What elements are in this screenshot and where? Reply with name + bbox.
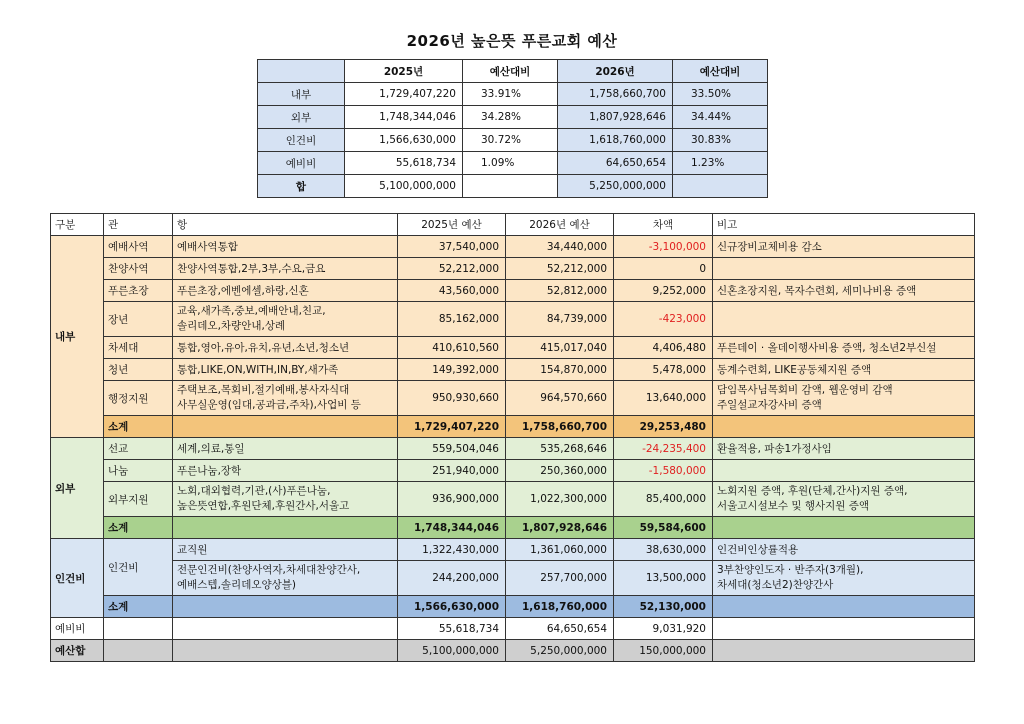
y2025-cell: 251,940,000	[398, 460, 506, 482]
hang-line: 노회,대외협력,기관,(사)푸른나눔,	[177, 485, 331, 497]
hang-line: 주택보조,목회비,절기예배,봉사자식대	[177, 384, 350, 396]
note-cell	[713, 482, 975, 517]
diff-cell: 4,406,480	[614, 337, 713, 359]
y2026-cell: 250,360,000	[506, 460, 614, 482]
y2025-cell: 410,610,560	[398, 337, 506, 359]
grand-total-note	[713, 640, 975, 662]
y2026-cell: 257,700,000	[506, 561, 614, 596]
table-row	[51, 280, 975, 302]
table-row	[51, 359, 975, 381]
grand-total-blank	[104, 640, 173, 662]
table-row	[51, 460, 975, 482]
diff-cell: 0	[614, 258, 713, 280]
hang-line: 높은뜻연합,후원단체,후원간사,서울고	[177, 500, 350, 512]
summary-total-blank	[673, 175, 768, 198]
grand-total-2026: 5,250,000,000	[506, 640, 614, 662]
diff-cell: 13,500,000	[614, 561, 713, 596]
summary-2025: 1,748,344,046	[345, 106, 463, 129]
y2026-cell: 52,812,000	[506, 280, 614, 302]
y2025-cell: 149,392,000	[398, 359, 506, 381]
summary-ratio-2025: 1.09%	[463, 152, 558, 175]
subtotal-note	[713, 517, 975, 539]
summary-total-2026: 5,250,000,000	[558, 175, 673, 198]
table-row	[51, 236, 975, 258]
hang-line: 사무실운영(임대,공과금,주차),사업비 등	[177, 399, 361, 411]
summary-label: 내부	[258, 83, 345, 106]
summary-2026: 1,807,928,646	[558, 106, 673, 129]
summary-row	[258, 129, 768, 152]
subtotal-blank	[173, 416, 398, 438]
summary-label: 외부	[258, 106, 345, 129]
y2026-cell: 34,440,000	[506, 236, 614, 258]
subtotal-diff: 29,253,480	[614, 416, 713, 438]
gwan-cell: 인건비	[104, 539, 173, 596]
header-diff: 차액	[614, 214, 713, 236]
note-line: 노회지원 증액, 후원(단체,간사)지원 증액,	[717, 485, 908, 497]
page-title: 2026년 높은뜻 푸른교회 예산	[406, 32, 618, 50]
table-row	[51, 561, 975, 596]
subtotal-2026: 1,618,760,000	[506, 596, 614, 618]
group-personnel: 인건비	[51, 539, 104, 618]
y2026-cell: 52,212,000	[506, 258, 614, 280]
gwan-cell: 외부지원	[104, 482, 173, 517]
summary-2026: 1,618,760,000	[558, 129, 673, 152]
grand-total-diff: 150,000,000	[614, 640, 713, 662]
subtotal-2026: 1,807,928,646	[506, 517, 614, 539]
gwan-cell: 장년	[104, 302, 173, 337]
hang-cell	[173, 381, 398, 416]
subtotal-note	[713, 596, 975, 618]
table-row	[51, 381, 975, 416]
summary-ratio-2026: 33.50%	[673, 83, 768, 106]
subtotal-note	[713, 416, 975, 438]
table-row	[51, 337, 975, 359]
note-cell	[713, 460, 975, 482]
table-row	[51, 482, 975, 517]
header-2026: 2026년 예산	[506, 214, 614, 236]
summary-ratio-2025: 33.91%	[463, 83, 558, 106]
detail-header-row	[51, 214, 975, 236]
diff-cell: 85,400,000	[614, 482, 713, 517]
subtotal-blank	[173, 517, 398, 539]
gwan-cell: 청년	[104, 359, 173, 381]
note-cell	[713, 381, 975, 416]
note-cell: 인건비인상률적용	[713, 539, 975, 561]
reserve-label: 예비비	[51, 618, 104, 640]
summary-ratio-2025: 34.28%	[463, 106, 558, 129]
subtotal-2025: 1,566,630,000	[398, 596, 506, 618]
reserve-diff: 9,031,920	[614, 618, 713, 640]
summary-row	[258, 106, 768, 129]
hang-line: 전문인건비(찬양사역자,차세대찬양간사,	[177, 564, 361, 576]
reserve-2026: 64,650,654	[506, 618, 614, 640]
note-cell: 푸른데이 · 올데이행사비용 증액, 청소년2부신설	[713, 337, 975, 359]
summary-2025: 1,729,407,220	[345, 83, 463, 106]
hang-cell: 통합,LIKE,ON,WITH,IN,BY,새가족	[173, 359, 398, 381]
grand-total-label: 예산합	[51, 640, 104, 662]
summary-total-blank	[463, 175, 558, 198]
y2025-cell: 936,900,000	[398, 482, 506, 517]
y2026-cell: 84,739,000	[506, 302, 614, 337]
diff-cell: 5,478,000	[614, 359, 713, 381]
summary-2026: 1,758,660,700	[558, 83, 673, 106]
hang-line: 교육,새가족,중보,예배안내,친교,	[177, 305, 326, 317]
hang-cell: 통합,영아,유아,유치,유년,소년,청소년	[173, 337, 398, 359]
note-cell: 환율적용, 파송1가정사임	[713, 438, 975, 460]
header-note: 비고	[713, 214, 975, 236]
y2026-cell: 154,870,000	[506, 359, 614, 381]
subtotal-label: 소계	[104, 416, 173, 438]
note-cell: 동계수련회, LIKE공동체지원 증액	[713, 359, 975, 381]
header-hang: 항	[173, 214, 398, 236]
detail-table	[50, 213, 975, 662]
note-cell: 신규장비교체비용 감소	[713, 236, 975, 258]
summary-table	[257, 59, 768, 198]
note-line: 차세대(청소년2)찬양간사	[717, 579, 834, 591]
summary-total-row	[258, 175, 768, 198]
summary-label: 예비비	[258, 152, 345, 175]
gwan-cell: 예배사역	[104, 236, 173, 258]
y2025-cell: 559,504,046	[398, 438, 506, 460]
gwan-cell: 찬양사역	[104, 258, 173, 280]
group-external: 외부	[51, 438, 104, 539]
subtotal-label: 소계	[104, 517, 173, 539]
note-cell	[713, 302, 975, 337]
summary-ratio-2025: 30.72%	[463, 129, 558, 152]
subtotal-diff: 52,130,000	[614, 596, 713, 618]
reserve-blank	[104, 618, 173, 640]
summary-total-2025: 5,100,000,000	[345, 175, 463, 198]
diff-cell: 38,630,000	[614, 539, 713, 561]
y2025-cell: 244,200,000	[398, 561, 506, 596]
summary-ratio-2026: 1.23%	[673, 152, 768, 175]
table-row	[51, 302, 975, 337]
summary-header-blank	[258, 60, 345, 83]
diff-cell: -3,100,000	[614, 236, 713, 258]
hang-cell: 푸른나눔,장학	[173, 460, 398, 482]
subtotal-2025: 1,729,407,220	[398, 416, 506, 438]
hang-cell: 찬양사역통합,2부,3부,수요,금요	[173, 258, 398, 280]
y2026-cell: 1,361,060,000	[506, 539, 614, 561]
summary-header-ratio-2026: 예산대비	[673, 60, 768, 83]
note-line: 주일설교자강사비 증액	[717, 399, 822, 411]
y2026-cell: 535,268,646	[506, 438, 614, 460]
note-cell	[713, 561, 975, 596]
note-cell: 신혼초장지원, 목자수련회, 세미나비용 증액	[713, 280, 975, 302]
summary-header-2026: 2026년	[558, 60, 673, 83]
hang-cell: 교직원	[173, 539, 398, 561]
summary-header-2025: 2025년	[345, 60, 463, 83]
y2025-cell: 52,212,000	[398, 258, 506, 280]
note-cell	[713, 258, 975, 280]
header-gwan: 관	[104, 214, 173, 236]
reserve-note	[713, 618, 975, 640]
header-category: 구분	[51, 214, 104, 236]
subtotal-diff: 59,584,600	[614, 517, 713, 539]
hang-cell: 세계,의료,통일	[173, 438, 398, 460]
subtotal-row	[51, 596, 975, 618]
hang-cell: 예배사역통합	[173, 236, 398, 258]
hang-cell	[173, 482, 398, 517]
diff-cell: 13,640,000	[614, 381, 713, 416]
summary-2026: 64,650,654	[558, 152, 673, 175]
diff-cell: -1,580,000	[614, 460, 713, 482]
y2025-cell: 37,540,000	[398, 236, 506, 258]
table-row	[51, 438, 975, 460]
summary-header-ratio-2025: 예산대비	[463, 60, 558, 83]
y2025-cell: 43,560,000	[398, 280, 506, 302]
summary-ratio-2026: 34.44%	[673, 106, 768, 129]
y2026-cell: 1,022,300,000	[506, 482, 614, 517]
diff-cell: -423,000	[614, 302, 713, 337]
summary-label: 인건비	[258, 129, 345, 152]
summary-2025: 55,618,734	[345, 152, 463, 175]
gwan-cell: 선교	[104, 438, 173, 460]
subtotal-label: 소계	[104, 596, 173, 618]
reserve-row	[51, 618, 975, 640]
reserve-blank	[173, 618, 398, 640]
hang-cell	[173, 561, 398, 596]
y2026-cell: 964,570,660	[506, 381, 614, 416]
grand-total-row	[51, 640, 975, 662]
table-row	[51, 258, 975, 280]
hang-cell: 푸른초장,에벤에셀,하랑,신혼	[173, 280, 398, 302]
note-line: 3부찬양인도자 · 반주자(3개월),	[717, 564, 864, 576]
subtotal-2026: 1,758,660,700	[506, 416, 614, 438]
hang-cell	[173, 302, 398, 337]
y2025-cell: 1,322,430,000	[398, 539, 506, 561]
grand-total-blank	[173, 640, 398, 662]
gwan-cell: 푸른초장	[104, 280, 173, 302]
summary-header-row	[258, 60, 768, 83]
diff-cell: 9,252,000	[614, 280, 713, 302]
reserve-2025: 55,618,734	[398, 618, 506, 640]
grand-total-2025: 5,100,000,000	[398, 640, 506, 662]
summary-ratio-2026: 30.83%	[673, 129, 768, 152]
subtotal-blank	[173, 596, 398, 618]
summary-2025: 1,566,630,000	[345, 129, 463, 152]
summary-row	[258, 152, 768, 175]
subtotal-row	[51, 416, 975, 438]
diff-cell: -24,235,400	[614, 438, 713, 460]
gwan-cell: 행정지원	[104, 381, 173, 416]
note-line: 서울고시설보수 및 행사지원 증액	[717, 500, 870, 512]
group-internal: 내부	[51, 236, 104, 438]
gwan-cell: 나눔	[104, 460, 173, 482]
y2025-cell: 85,162,000	[398, 302, 506, 337]
subtotal-row	[51, 517, 975, 539]
note-line: 담임목사님목회비 감액, 웹운영비 감액	[717, 384, 893, 396]
summary-row	[258, 83, 768, 106]
hang-line: 예배스텝,솔리데오양상블)	[177, 579, 297, 591]
hang-line: 솔리데오,차량안내,상례	[177, 320, 286, 332]
subtotal-2025: 1,748,344,046	[398, 517, 506, 539]
y2026-cell: 415,017,040	[506, 337, 614, 359]
table-row	[51, 539, 975, 561]
summary-total-label: 합	[258, 175, 345, 198]
y2025-cell: 950,930,660	[398, 381, 506, 416]
gwan-cell: 차세대	[104, 337, 173, 359]
header-2025: 2025년 예산	[398, 214, 506, 236]
